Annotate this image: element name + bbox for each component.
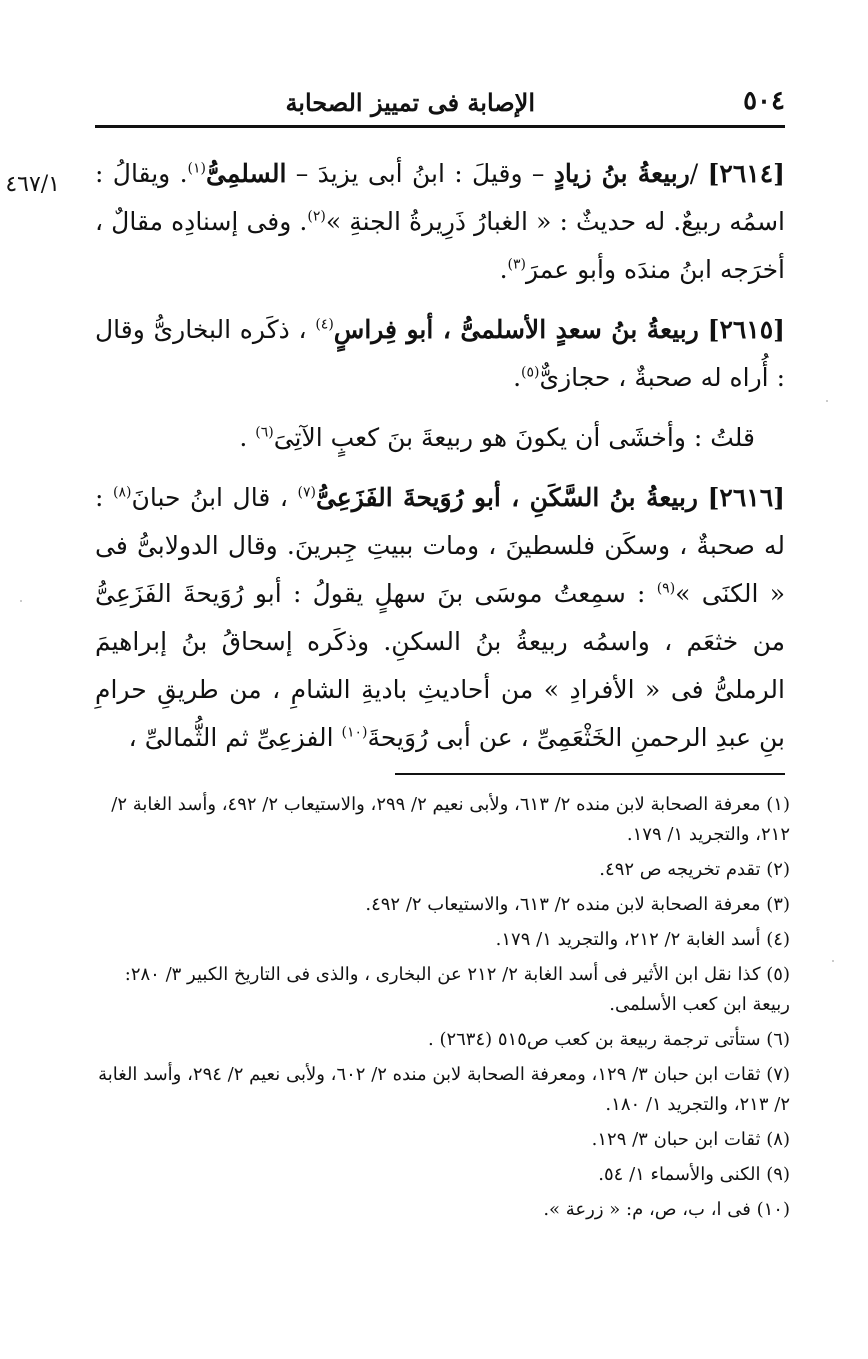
entry-2614 [95, 150, 785, 294]
footnote-item [95, 790, 790, 850]
scan-speck [826, 400, 828, 402]
footnote-item [95, 1025, 790, 1055]
footnote-item [95, 1125, 790, 1155]
entry-number: [٢٦١٦] [707, 483, 785, 512]
footnote-ref: (٨) [113, 484, 132, 501]
footnote-item [95, 960, 790, 1020]
entry-name: ربيعةُ بنُ سعدٍ الأسلمىُّ ، أبو فِراسٍ [333, 315, 699, 344]
entry-text: . [499, 255, 508, 284]
footnote-text: أسد الغابة ٢/ ٢١٢، والتجريد ١/ ١٧٩. [495, 929, 761, 950]
footnote-ref: (٢) [307, 208, 326, 225]
footnote-ref: (٧) [297, 484, 316, 501]
footnote-ref: (٩) [656, 580, 676, 597]
entry-number: [٢٦١٤] [707, 159, 785, 188]
entry-text: الفزعِىِّ ثم الثُّمالىِّ ، [128, 723, 342, 752]
footnote-ref: (٥) [521, 364, 540, 381]
entry-text: . ويقالُ : اسمُه ربيعٌ. له حديثٌ : « الغبارُ ذَرِيرةُ الجنةِ » [95, 159, 785, 236]
footnote-number: (٩) [766, 1164, 790, 1185]
footnote-number: (٣) [766, 894, 790, 915]
margin-note: ٤٦٧/١ [5, 172, 60, 197]
entry-text: : له صحبةٌ ، وسكَن فلسطينَ ، ومات ببيتِ جِبرينَ. وقال الدولابىُّ فى « الكنَى » [95, 483, 785, 608]
entry-number: [٢٦١٥] [707, 315, 785, 344]
footnotes [95, 790, 790, 1230]
footnote-number: (١٠) [756, 1199, 790, 1220]
entry-text: ، قال ابنُ حبانَ [131, 483, 288, 512]
entry-2616 [95, 474, 785, 762]
footnote-text: معرفة الصحابة لابن منده ٢/ ٦١٣، ولأبى نعيم ٢/ ٢٩٩، والاستيعاب ٢/ ٤٩٢، وأسد الغابة ٢/ ٢١٢، والتجريد ١/ ١٧٩. [111, 794, 790, 845]
footnote-number: (١) [766, 794, 790, 815]
entry-text: . وفى إسنادِه مقالٌ ، أخرَجه ابنُ مندَه وأبو عمرَ [95, 207, 785, 284]
entry-2615 [95, 306, 785, 402]
footnote-ref: (١) [187, 160, 207, 177]
entry-name: ربيعةُ بنُ زيادٍ [553, 159, 690, 188]
footnote-ref: (٤) [315, 316, 334, 333]
footnote-number: (٢) [766, 859, 790, 880]
footnote-number: (٦) [766, 1029, 790, 1050]
scan-speck [832, 960, 834, 962]
comment-paragraph [95, 414, 785, 462]
footnote-number: (٧) [766, 1064, 790, 1085]
scan-speck [20, 600, 22, 602]
entry-text: ، ذكَره البخارىُّ وقال : أُراه له صحبةٌ ، حجازىٌّ [95, 315, 785, 392]
footnote-text: الكنى والأسماء ١/ ٥٤. [598, 1164, 761, 1185]
footnote-text: تقدم تخريجه ص ٤٩٢. [599, 859, 761, 880]
footnote-text: معرفة الصحابة لابن منده ٢/ ٦١٣، والاستيعاب ٢/ ٤٩٢. [365, 894, 761, 915]
footnote-text: ثقات ابن حبان ٣/ ١٢٩. [591, 1129, 761, 1150]
running-title: الإصابة فى تمييز الصحابة [285, 88, 535, 117]
entry-text: – وقيلَ : ابنُ أبى يزيدَ – [286, 159, 554, 188]
footnote-ref: (١٠) [341, 724, 368, 741]
page-number: ٥٠٤ [743, 86, 785, 116]
footnote-item [95, 1195, 790, 1225]
entry-text: : سمِعتُ موسَى بنَ سهلٍ يقولُ : أبو رُوَيحةَ الفَزَعِىُّ من خثعَم ، واسمُه ربيعةُ بنُ السكنِ. وذكَره إسحاقُ بنُ إبراهيمَ الرملىُّ فى « الأفرادِ » من أحاديثِ باديةِ الشامِ ، من طريقِ حرامِ بنِ عبدِ الرحمنِ الخَثْعَمِىِّ ، عن أبى رُوَيحةَ [95, 579, 785, 752]
footnote-number: (٨) [766, 1129, 790, 1150]
footnote-text: فى ا، ب، ص، م: « زرعة ». [543, 1199, 751, 1220]
footnote-text: ثقات ابن حبان ٣/ ١٢٩، ومعرفة الصحابة لابن منده ٢/ ٦٠٢، ولأبى نعيم ٢/ ٢٩٤، وأسد الغابة ٢/ ٢١٣، والتجريد ١/ ١٨٠. [98, 1064, 790, 1115]
footnote-item [95, 1060, 790, 1120]
footnote-item [95, 855, 790, 885]
footnote-rule [395, 773, 785, 775]
footnote-item [95, 890, 790, 920]
entry-nisba: السلمِىُّ [206, 159, 287, 188]
footnote-number: (٤) [766, 929, 790, 950]
footnote-ref: (٦) [255, 424, 274, 441]
footnote-ref: (٣) [507, 256, 527, 273]
footnote-text: كذا نقل ابن الأثير فى أسد الغابة ٢/ ٢١٢ عن البخارى ، والذى فى التاريخ الكبير ٣/ ٢٨٠: ربيعة ابن كعب الأسلمى. [124, 964, 790, 1015]
footnote-text: ستأتى ترجمة ربيعة بن كعب ص٥١٥ (٢٦٣٤) . [428, 1029, 761, 1050]
entry-name: ربيعةُ بنُ السَّكَنِ ، أبو رُوَيحةَ الفَزَعِىُّ [315, 483, 698, 512]
entry-text: / [689, 159, 708, 188]
comment-text: . [239, 423, 248, 452]
entry-text: . [513, 363, 522, 392]
footnote-number: (٥) [766, 964, 790, 985]
page-header [95, 80, 785, 122]
footnote-item [95, 1160, 790, 1190]
main-text [95, 150, 785, 774]
footnote-item [95, 925, 790, 955]
header-rule [95, 125, 785, 128]
comment-text: قلتُ : وأخشَى أن يكونَ هو ربيعةَ بنَ كعبٍ الآتِىَ [273, 423, 755, 452]
